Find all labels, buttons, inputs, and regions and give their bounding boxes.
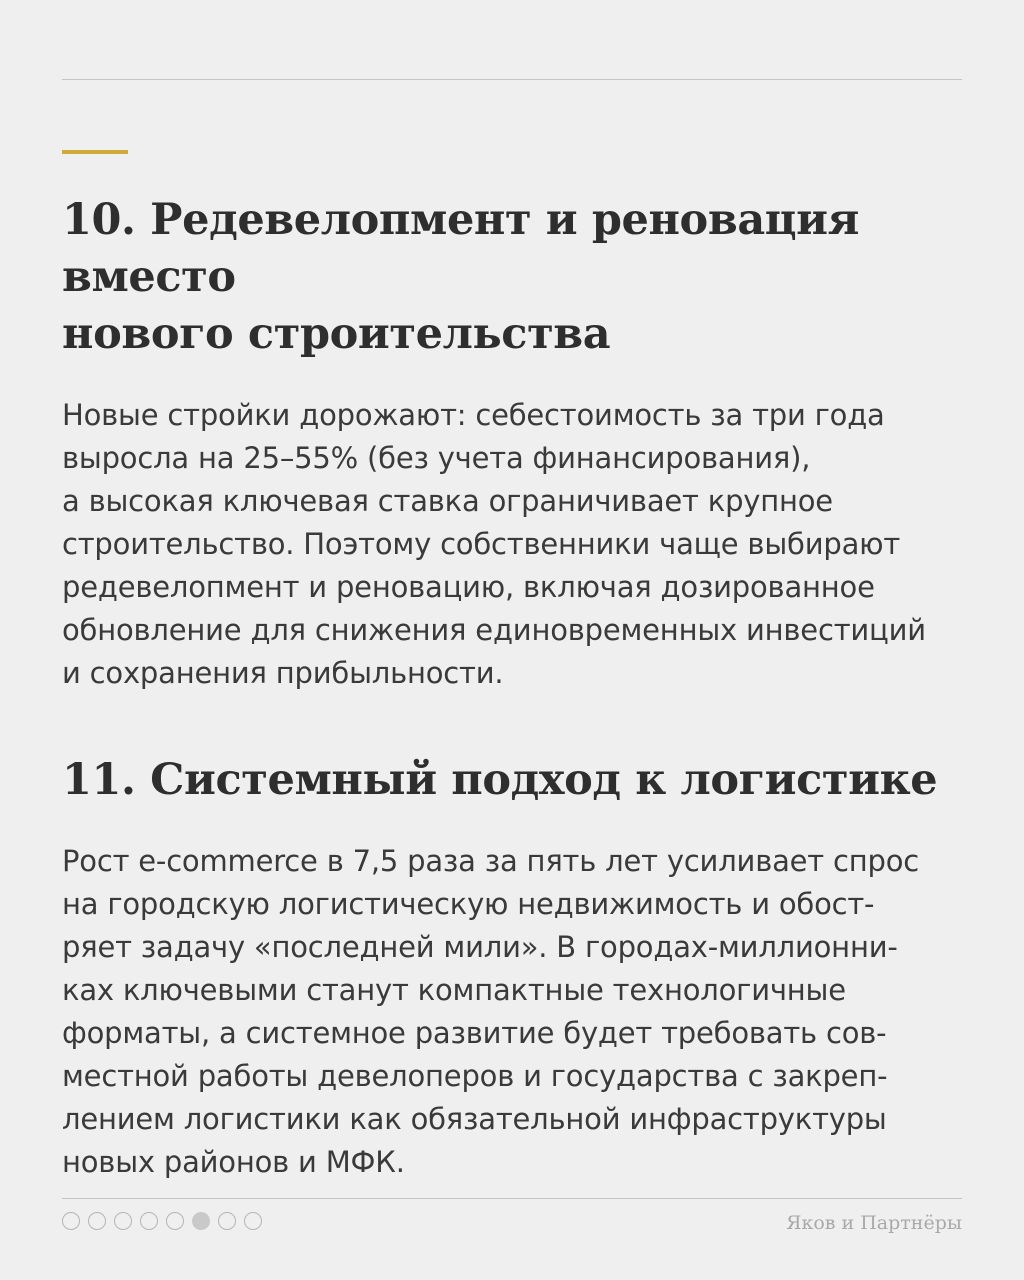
pagination-dot[interactable] — [88, 1212, 106, 1230]
pagination-dot[interactable] — [218, 1212, 236, 1230]
paragraph-line: местной работы девелоперов и государства с закреп- — [62, 1059, 888, 1093]
pagination-dot[interactable] — [244, 1212, 262, 1230]
article-content — [62, 192, 962, 1184]
paragraph-line: редевелопмент и реновацию, включая дозированное — [62, 570, 875, 604]
pagination-dot[interactable] — [140, 1212, 158, 1230]
paragraph-line: строительство. Поэтому собственники чаще выбирают — [62, 527, 901, 561]
section-11-heading — [62, 752, 962, 809]
paragraph-line: а высокая ключевая ставка ограничивает крупное — [62, 484, 833, 518]
bottom-divider — [62, 1198, 962, 1199]
pagination-dot-active[interactable] — [192, 1212, 210, 1230]
pagination-dot[interactable] — [114, 1212, 132, 1230]
paragraph-line: Новые стройки дорожают: себестоимость за три года — [62, 398, 885, 432]
paragraph-line: Рост e-commerce в 7,5 раза за пять лет усиливает спрос — [62, 844, 920, 878]
top-divider — [62, 79, 962, 80]
paragraph-line: выросла на 25–55% (без учета финансирования), — [62, 441, 811, 475]
section-11-paragraph — [62, 840, 962, 1184]
section-10-heading-line: нового строительства — [62, 309, 611, 359]
section-11-heading-line: 11. Системный подход к логистике — [62, 755, 938, 805]
paragraph-line: лением логистики как обязательной инфраструктуры — [62, 1102, 887, 1136]
paragraph-line: ках ключевыми станут компактные технологичные — [62, 973, 846, 1007]
pagination-dot[interactable] — [166, 1212, 184, 1230]
paragraph-line: и сохранения прибыльности. — [62, 656, 504, 690]
section-10-paragraph — [62, 394, 962, 695]
section-10-heading — [62, 192, 962, 363]
paragraph-line: на городскую логистическую недвижимость и обост- — [62, 887, 875, 921]
section-10-heading-line: 10. Редевелопмент и реновация вместо — [62, 195, 860, 302]
pagination-dot[interactable] — [62, 1212, 80, 1230]
pagination-dots — [62, 1212, 262, 1230]
paragraph-line: ряет задачу «последней мили». В городах-миллионни- — [62, 930, 898, 964]
footer — [62, 1212, 962, 1234]
brand-name: Яков и Партнёры — [786, 1212, 962, 1234]
paragraph-line: новых районов и МФК. — [62, 1145, 405, 1179]
paragraph-line: форматы, а системное развитие будет требовать сов- — [62, 1016, 887, 1050]
paragraph-line: обновление для снижения единовременных инвестиций — [62, 613, 926, 647]
accent-bar — [62, 150, 128, 154]
